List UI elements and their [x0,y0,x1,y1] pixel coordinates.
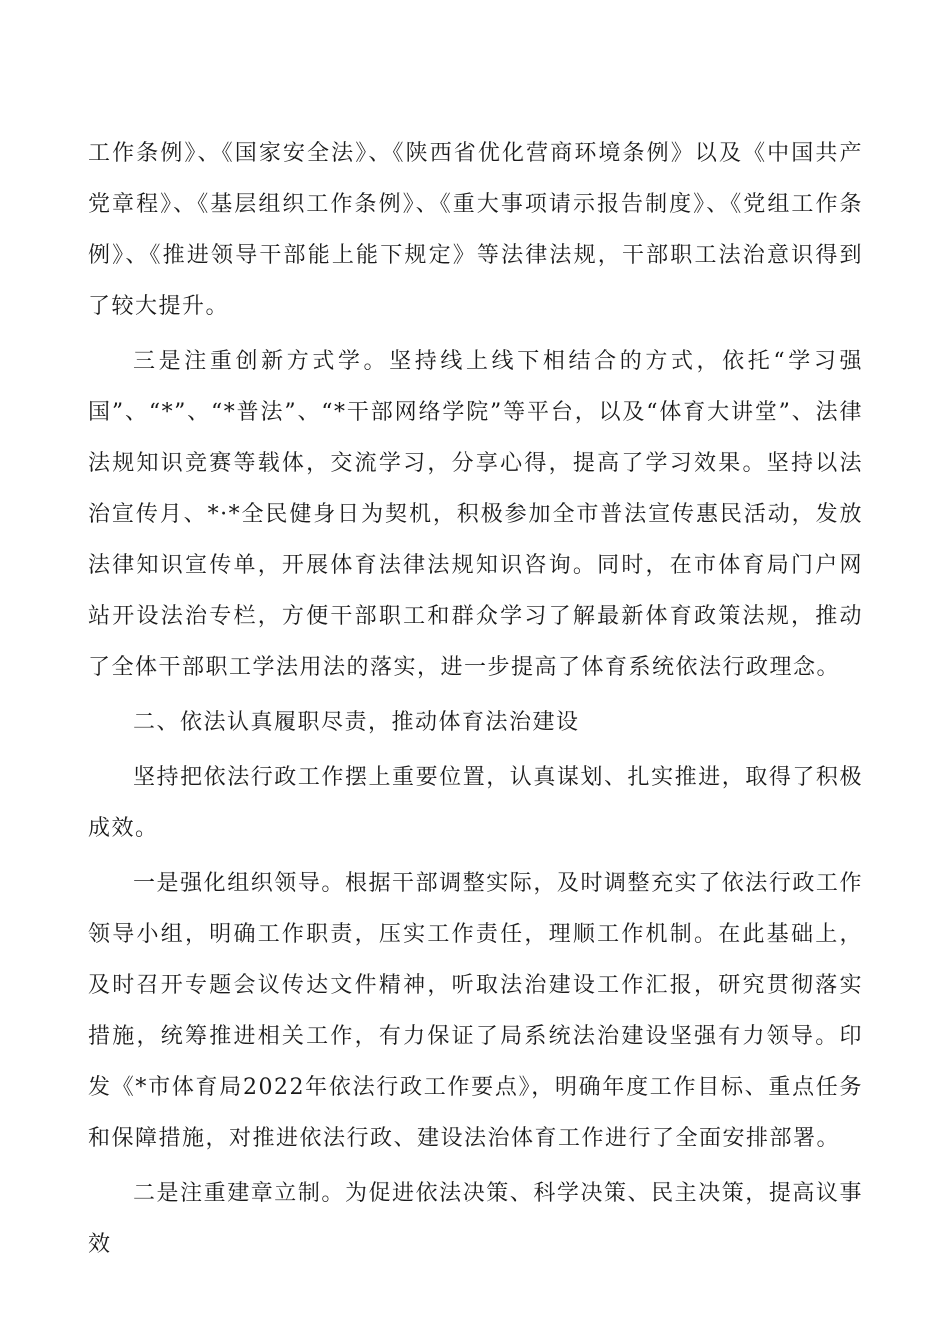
document-page [88,128,863,1274]
paragraph-point-2: 二是注重建章立制。为促进依法决策、科学决策、民主决策，提高议事效 [88,1181,863,1257]
paragraph-section-intro: 坚持把依法行政工作摆上重要位置，认真谋划、扎实推进，取得了积极成效。 [88,765,863,841]
paragraph-continuation: 工作条例》、《国家安全法》、《陕西省优化营商环境条例》以及《中国共产党章程》、《基层组织工作条例》、《重大事项请示报告制度》、《党组工作条例》、《推进领导干部能上能下规定》等法律法规，干部职工法治意识得到了较大提升。 [88,141,863,319]
section-heading: 二、依法认真履职尽责，推动体育法治建设 [133,710,580,735]
paragraph-point-3: 三是注重创新方式学。坚持线上线下相结合的方式，依托“学习强国”、“*”、“*普法”、“*干部网络学院”等平台，以及“体育大讲堂”、法律法规知识竞赛等载体，交流学习，分享心得，提高了学习效果。坚持以法治宣传月、*·*全民健身日为契机，积极参加全市普法宣传惠民活动，发放法律知识宣传单，开展体育法律法规知识咨询。同时，在市体育局门户网站开设法治专栏，方便干部职工和群众学习了解最新体育政策法规，推动了全体干部职工学法用法的落实，进一步提高了体育系统依法行政理念。 [88,349,863,680]
paragraph-point-1: 一是强化组织领导。根据干部调整实际，及时调整充实了依法行政工作领导小组，明确工作职责，压实工作责任，理顺工作机制。在此基础上，及时召开专题会议传达文件精神，听取法治建设工作汇报，研究贯彻落实措施，统筹推进相关工作，有力保证了局系统法治建设坚强有力领导。印发《*市体育局2022年依法行政工作要点》，明确年度工作目标、重点任务和保障措施，对推进依法行政、建设法治体育工作进行了全面安排部署。 [88,871,863,1151]
